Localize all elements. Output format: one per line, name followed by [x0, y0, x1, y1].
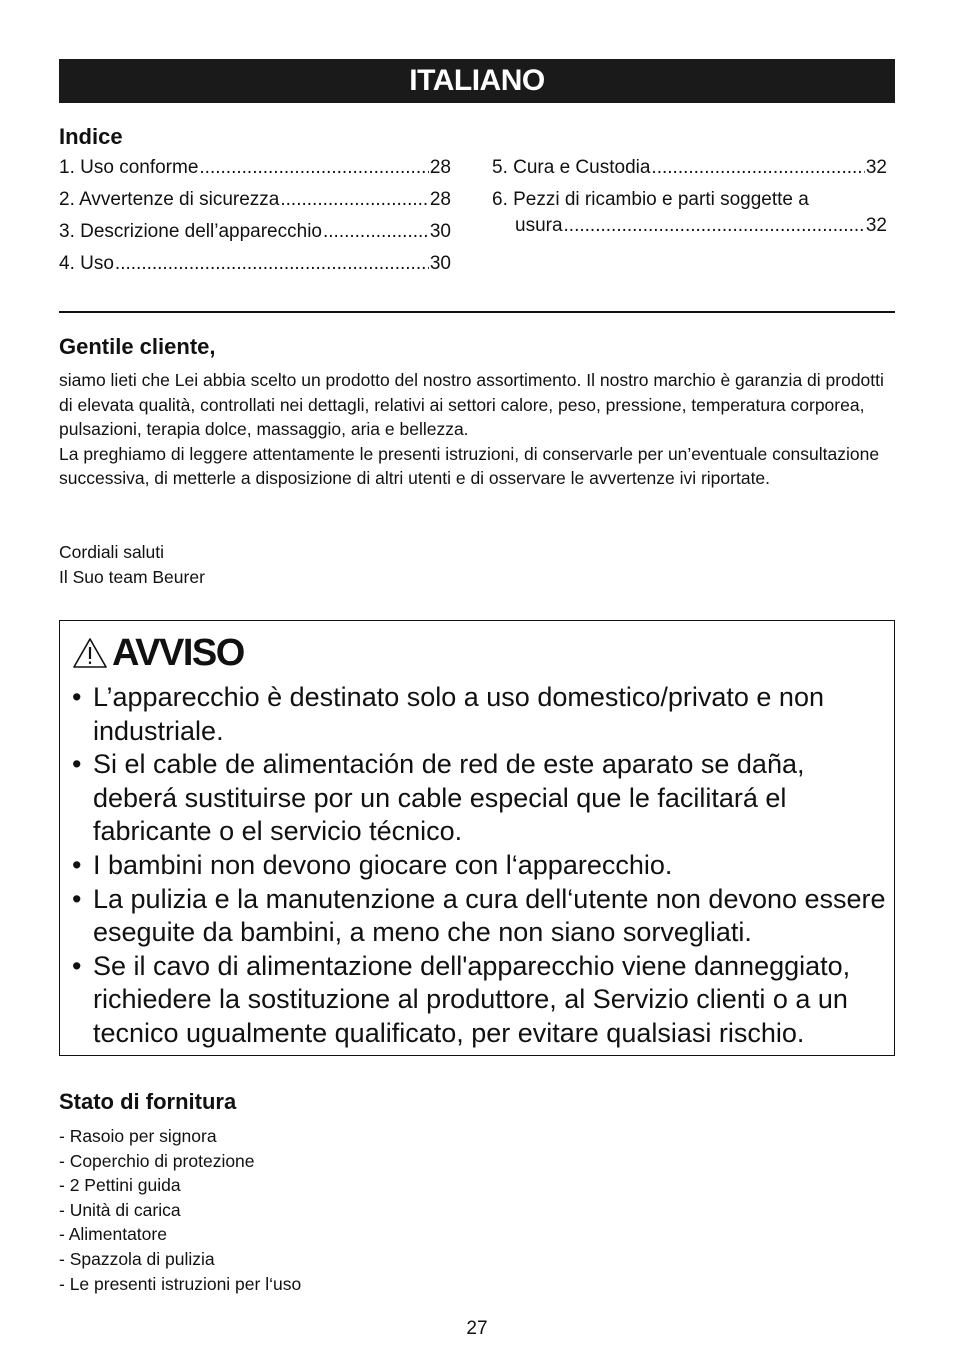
language-banner: ITALIANO [59, 59, 895, 103]
toc-entry[interactable] [492, 155, 887, 187]
supply-item: - Unità di carica [59, 1199, 181, 1220]
warning-item [72, 681, 892, 748]
toc-entry-page: 30 [429, 221, 451, 242]
toc-leader-dots [323, 219, 429, 245]
section-divider [59, 311, 895, 313]
supply-item: - Le presenti istruzioni per l‘uso [59, 1273, 302, 1294]
intro-text [59, 368, 895, 491]
closing-line: Il Suo team Beurer [59, 566, 205, 587]
warning-item-text: La pulizia e la manutenzione a cura dell‘utente non devono essere eseguite da bambini, a meno che non siano sorvegliati. [93, 883, 886, 948]
bullet-icon: • [72, 682, 82, 712]
supply-item: - Spazzola di pulizia [59, 1248, 215, 1269]
page-number: 27 [466, 1318, 488, 1339]
toc-entry-label: 5. Cura e Custodia [492, 157, 651, 178]
toc-leader-dots [199, 155, 428, 181]
toc-entry-page: 32 [865, 215, 887, 236]
warning-item [72, 883, 892, 950]
toc-leader-dots [564, 213, 865, 239]
intro-paragraph: siamo lieti che Lei abbia scelto un prodotto del nostro assortimento. Il nostro marchio è garanzia di prodotti di elevata qualità, controllati nei dettagli, relativi ai settori calore, peso, pressione, temperatura corporea, pulsazioni, terapia dolce, massaggio, aria e bellezza. [59, 370, 884, 440]
toc-entry-label: 2. Avvertenze di sicurezza [59, 189, 280, 210]
toc-column-left [59, 155, 451, 283]
toc-entry[interactable] [59, 219, 451, 251]
toc-leader-dots [280, 187, 428, 213]
warning-item [72, 950, 892, 1051]
bullet-icon: • [72, 849, 82, 880]
warning-title: AVVISO [112, 632, 244, 674]
toc-leader-dots [651, 155, 864, 181]
toc-entry-label: 1. Uso conforme [59, 157, 199, 178]
toc-entry[interactable] [59, 187, 451, 219]
closing-signature [59, 540, 205, 589]
toc-entry-page: 28 [429, 189, 451, 210]
warning-item-text: L’apparecchio è destinato solo a uso domestico/privato e non industriale. [93, 682, 824, 746]
toc-entry-page: 28 [429, 157, 451, 178]
warning-triangle-icon [72, 637, 108, 669]
warning-list [72, 681, 892, 1051]
supply-list [59, 1124, 301, 1296]
bullet-icon: • [72, 950, 82, 981]
bullet-icon: • [72, 883, 82, 914]
warning-item [72, 748, 892, 849]
bullet-icon: • [72, 749, 82, 780]
toc-column-right [492, 155, 887, 239]
supply-item: - Rasoio per signora [59, 1126, 217, 1146]
toc-entry-label: 4. Uso [59, 253, 114, 274]
warning-header [72, 633, 244, 673]
supply-heading: Stato di fornitura [59, 1089, 237, 1114]
warning-item [72, 849, 892, 883]
supply-item: - 2 Pettini guida [59, 1175, 181, 1196]
toc-entry-page: 32 [865, 157, 887, 178]
toc-entry[interactable] [59, 155, 451, 187]
toc-entry[interactable] [59, 251, 451, 283]
toc-entry-label-continued: usura [515, 215, 563, 236]
toc-title: Indice [59, 124, 123, 149]
greeting-heading: Gentile cliente, [59, 334, 216, 359]
toc-leader-dots [115, 251, 429, 277]
toc-entry-page: 30 [429, 253, 451, 274]
closing-line: Cordiali saluti [59, 542, 165, 562]
warning-item-text: Si el cable de alimentación de red de este aparato se daña, deberá sustituirse por un cable especial que le facilitará el fabricante o el servicio técnico. [93, 749, 805, 847]
intro-paragraph: La preghiamo di leggere attentamente le presenti istruzioni, di conservarle per un’eventuale consultazione successiva, di metterle a disposizione di altri utenti e di osservare le avvertenze ivi riportate. [59, 443, 880, 489]
supply-item: - Alimentatore [59, 1224, 167, 1245]
warning-item-text: Se il cavo di alimentazione dell'apparecchio viene danneggiato, richiedere la sostituzione al produttore, al Servizio clienti o a un tecnico ugualmente qualificato, per evitare qualsiasi rischio. [93, 950, 851, 1048]
toc-entry-label: 3. Descrizione dell’apparecchio [59, 221, 322, 242]
warning-box [59, 620, 895, 1056]
toc-entry-label: 6. Pezzi di ricambio e parti soggette a [492, 189, 809, 210]
supply-item: - Coperchio di protezione [59, 1150, 255, 1171]
warning-item-text: I bambini non devono giocare con l‘apparecchio. [93, 849, 673, 880]
toc-entry[interactable] [492, 187, 887, 239]
